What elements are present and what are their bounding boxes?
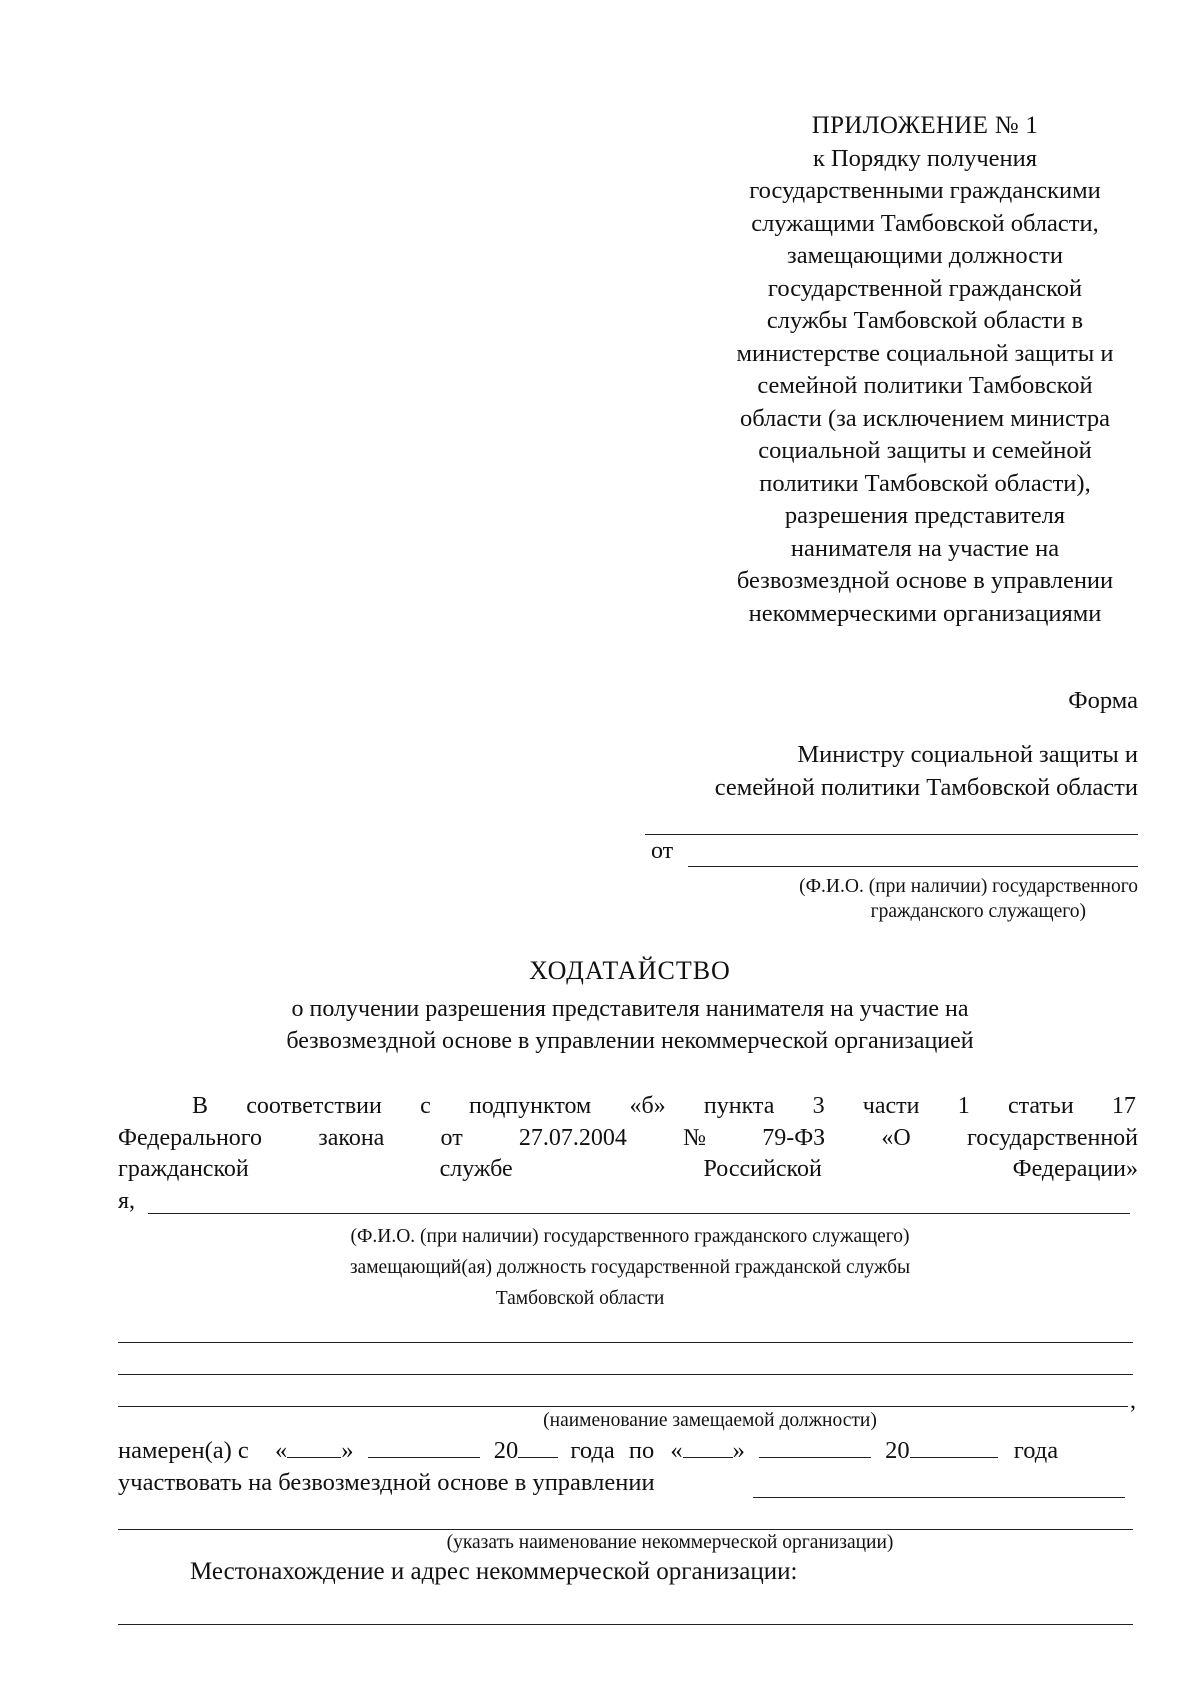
body-word: от: [440, 1125, 463, 1151]
start-day-field[interactable]: [287, 1435, 341, 1458]
subheading-line-1: о получении разрешения представителя нанимателя на участие на: [291, 996, 969, 1022]
body-row-2: [118, 1125, 1138, 1152]
end-day-field[interactable]: [683, 1435, 733, 1458]
body-word: 3: [812, 1093, 825, 1119]
start-year-field[interactable]: [518, 1435, 558, 1458]
position-field-line-2[interactable]: [118, 1374, 1133, 1375]
body-word: №: [683, 1125, 707, 1151]
document-heading: ХОДАТАЙСТВО: [529, 956, 731, 985]
appendix-line: службы Тамбовской области в: [766, 307, 1084, 334]
location-label: Местонахождение и адрес некоммерческой организации:: [190, 1558, 798, 1585]
appendix-line: некоммерческими организациями: [748, 599, 1102, 627]
intent-row: [118, 1435, 1058, 1465]
from-caption-line-1: (Ф.И.О. (при наличии) государственного: [799, 876, 1138, 897]
from-caption-line-2: гражданского служащего): [870, 901, 1086, 922]
participate-text: участвовать на безвозмездной основе в управлении: [118, 1469, 655, 1496]
position-field-line-1[interactable]: [118, 1342, 1133, 1343]
appendix-line: к Порядку получения: [812, 144, 1038, 172]
applicant-caption: [200, 1221, 1060, 1314]
applicant-name-field[interactable]: [148, 1213, 1130, 1214]
subheading-line-2: безвозмездной основе в управлении некоммерческой организацией: [286, 1028, 974, 1054]
appendix-header: [680, 110, 1170, 630]
intent-prefix: намерен(а) с: [118, 1437, 249, 1464]
position-comma: ,: [1130, 1388, 1136, 1414]
body-word: Федерации»: [1012, 1156, 1138, 1182]
appendix-title: ПРИЛОЖЕНИЕ № 1: [811, 112, 1039, 139]
body-row-1: [192, 1093, 1136, 1120]
from-name-field[interactable]: [688, 866, 1138, 867]
body-word: 79-ФЗ: [762, 1125, 826, 1151]
position-field-line-3[interactable]: [118, 1406, 1128, 1407]
close-quote-2: »: [732, 1437, 745, 1464]
applicant-caption-line-1: (Ф.И.О. (при наличии) государственного гражданского служащего): [350, 1226, 910, 1247]
body-word: части: [862, 1093, 920, 1119]
end-year-prefix: 20: [885, 1437, 910, 1464]
body-pronoun: я,: [118, 1188, 136, 1214]
location-field[interactable]: [118, 1624, 1133, 1625]
body-word: службе: [439, 1156, 513, 1182]
participate-row: [118, 1469, 655, 1497]
body-word: «б»: [629, 1093, 666, 1119]
position-caption: (наименование замещаемой должности): [543, 1410, 877, 1431]
body-word: В: [192, 1093, 209, 1119]
from-label: от: [651, 838, 674, 864]
body-word: пункта: [703, 1093, 775, 1119]
addressee-line-1: Министру социальной защиты и: [797, 741, 1138, 768]
body-word: закона: [318, 1125, 385, 1151]
appendix-line: политики Тамбовской области),: [759, 469, 1091, 497]
body-word: Федерального: [118, 1125, 263, 1151]
body-word: государственной: [966, 1125, 1138, 1151]
appendix-line: нанимателя на участие на: [790, 534, 1060, 562]
appendix-line: разрешения представителя: [784, 502, 1066, 529]
to-word: по: [628, 1437, 655, 1464]
end-month-field[interactable]: [759, 1435, 871, 1458]
body-word: 17: [1111, 1093, 1136, 1119]
body-word: «О: [881, 1125, 911, 1151]
open-quote: «: [275, 1437, 288, 1464]
start-month-field[interactable]: [368, 1435, 480, 1458]
appendix-line: безвозмездной основе в управлении: [736, 567, 1114, 594]
appendix-line: служащими Тамбовской области,: [751, 209, 1099, 237]
form-label: Форма: [1068, 687, 1138, 714]
body-word: Российской: [703, 1156, 822, 1182]
organization-field-1[interactable]: [753, 1497, 1125, 1498]
body-word: соответствии: [246, 1093, 382, 1119]
organization-caption: (указать наименование некоммерческой организации): [446, 1532, 894, 1553]
addressee-line-2: семейной политики Тамбовской области: [714, 774, 1138, 801]
applicant-caption-line-2: замещающий(ая) должность государственной гражданской службы: [349, 1257, 911, 1278]
document-subheading: [0, 993, 1200, 1057]
body-row-3: [118, 1156, 1138, 1183]
blank-line-addressee[interactable]: [645, 834, 1138, 835]
end-year-field[interactable]: [910, 1435, 998, 1458]
applicant-caption-line-3: Тамбовской области: [495, 1288, 665, 1309]
close-quote: »: [341, 1437, 354, 1464]
appendix-line: государственной гражданской: [767, 274, 1083, 302]
years-word-1: года: [570, 1437, 615, 1464]
open-quote-2: «: [670, 1437, 683, 1464]
years-word-2: года: [1013, 1437, 1059, 1464]
body-word: 1: [957, 1093, 970, 1119]
appendix-line: государственными гражданскими: [749, 177, 1101, 204]
appendix-line: министерстве социальной защиты и: [736, 339, 1114, 367]
appendix-line: области (за исключением министра: [739, 404, 1111, 432]
addressee-block: [578, 738, 1138, 804]
body-word: статьи: [1007, 1093, 1074, 1119]
start-year-prefix: 20: [493, 1437, 519, 1464]
body-word: с: [420, 1093, 431, 1119]
appendix-line: социальной защиты и семейной: [758, 437, 1092, 464]
from-caption: [678, 874, 1138, 924]
body-word: 27.07.2004: [518, 1125, 627, 1151]
appendix-line: семейной политики Тамбовской: [757, 372, 1093, 399]
appendix-line: замещающими должности: [787, 242, 1063, 269]
body-word: подпунктом: [468, 1093, 592, 1119]
body-word: гражданской: [118, 1156, 249, 1182]
